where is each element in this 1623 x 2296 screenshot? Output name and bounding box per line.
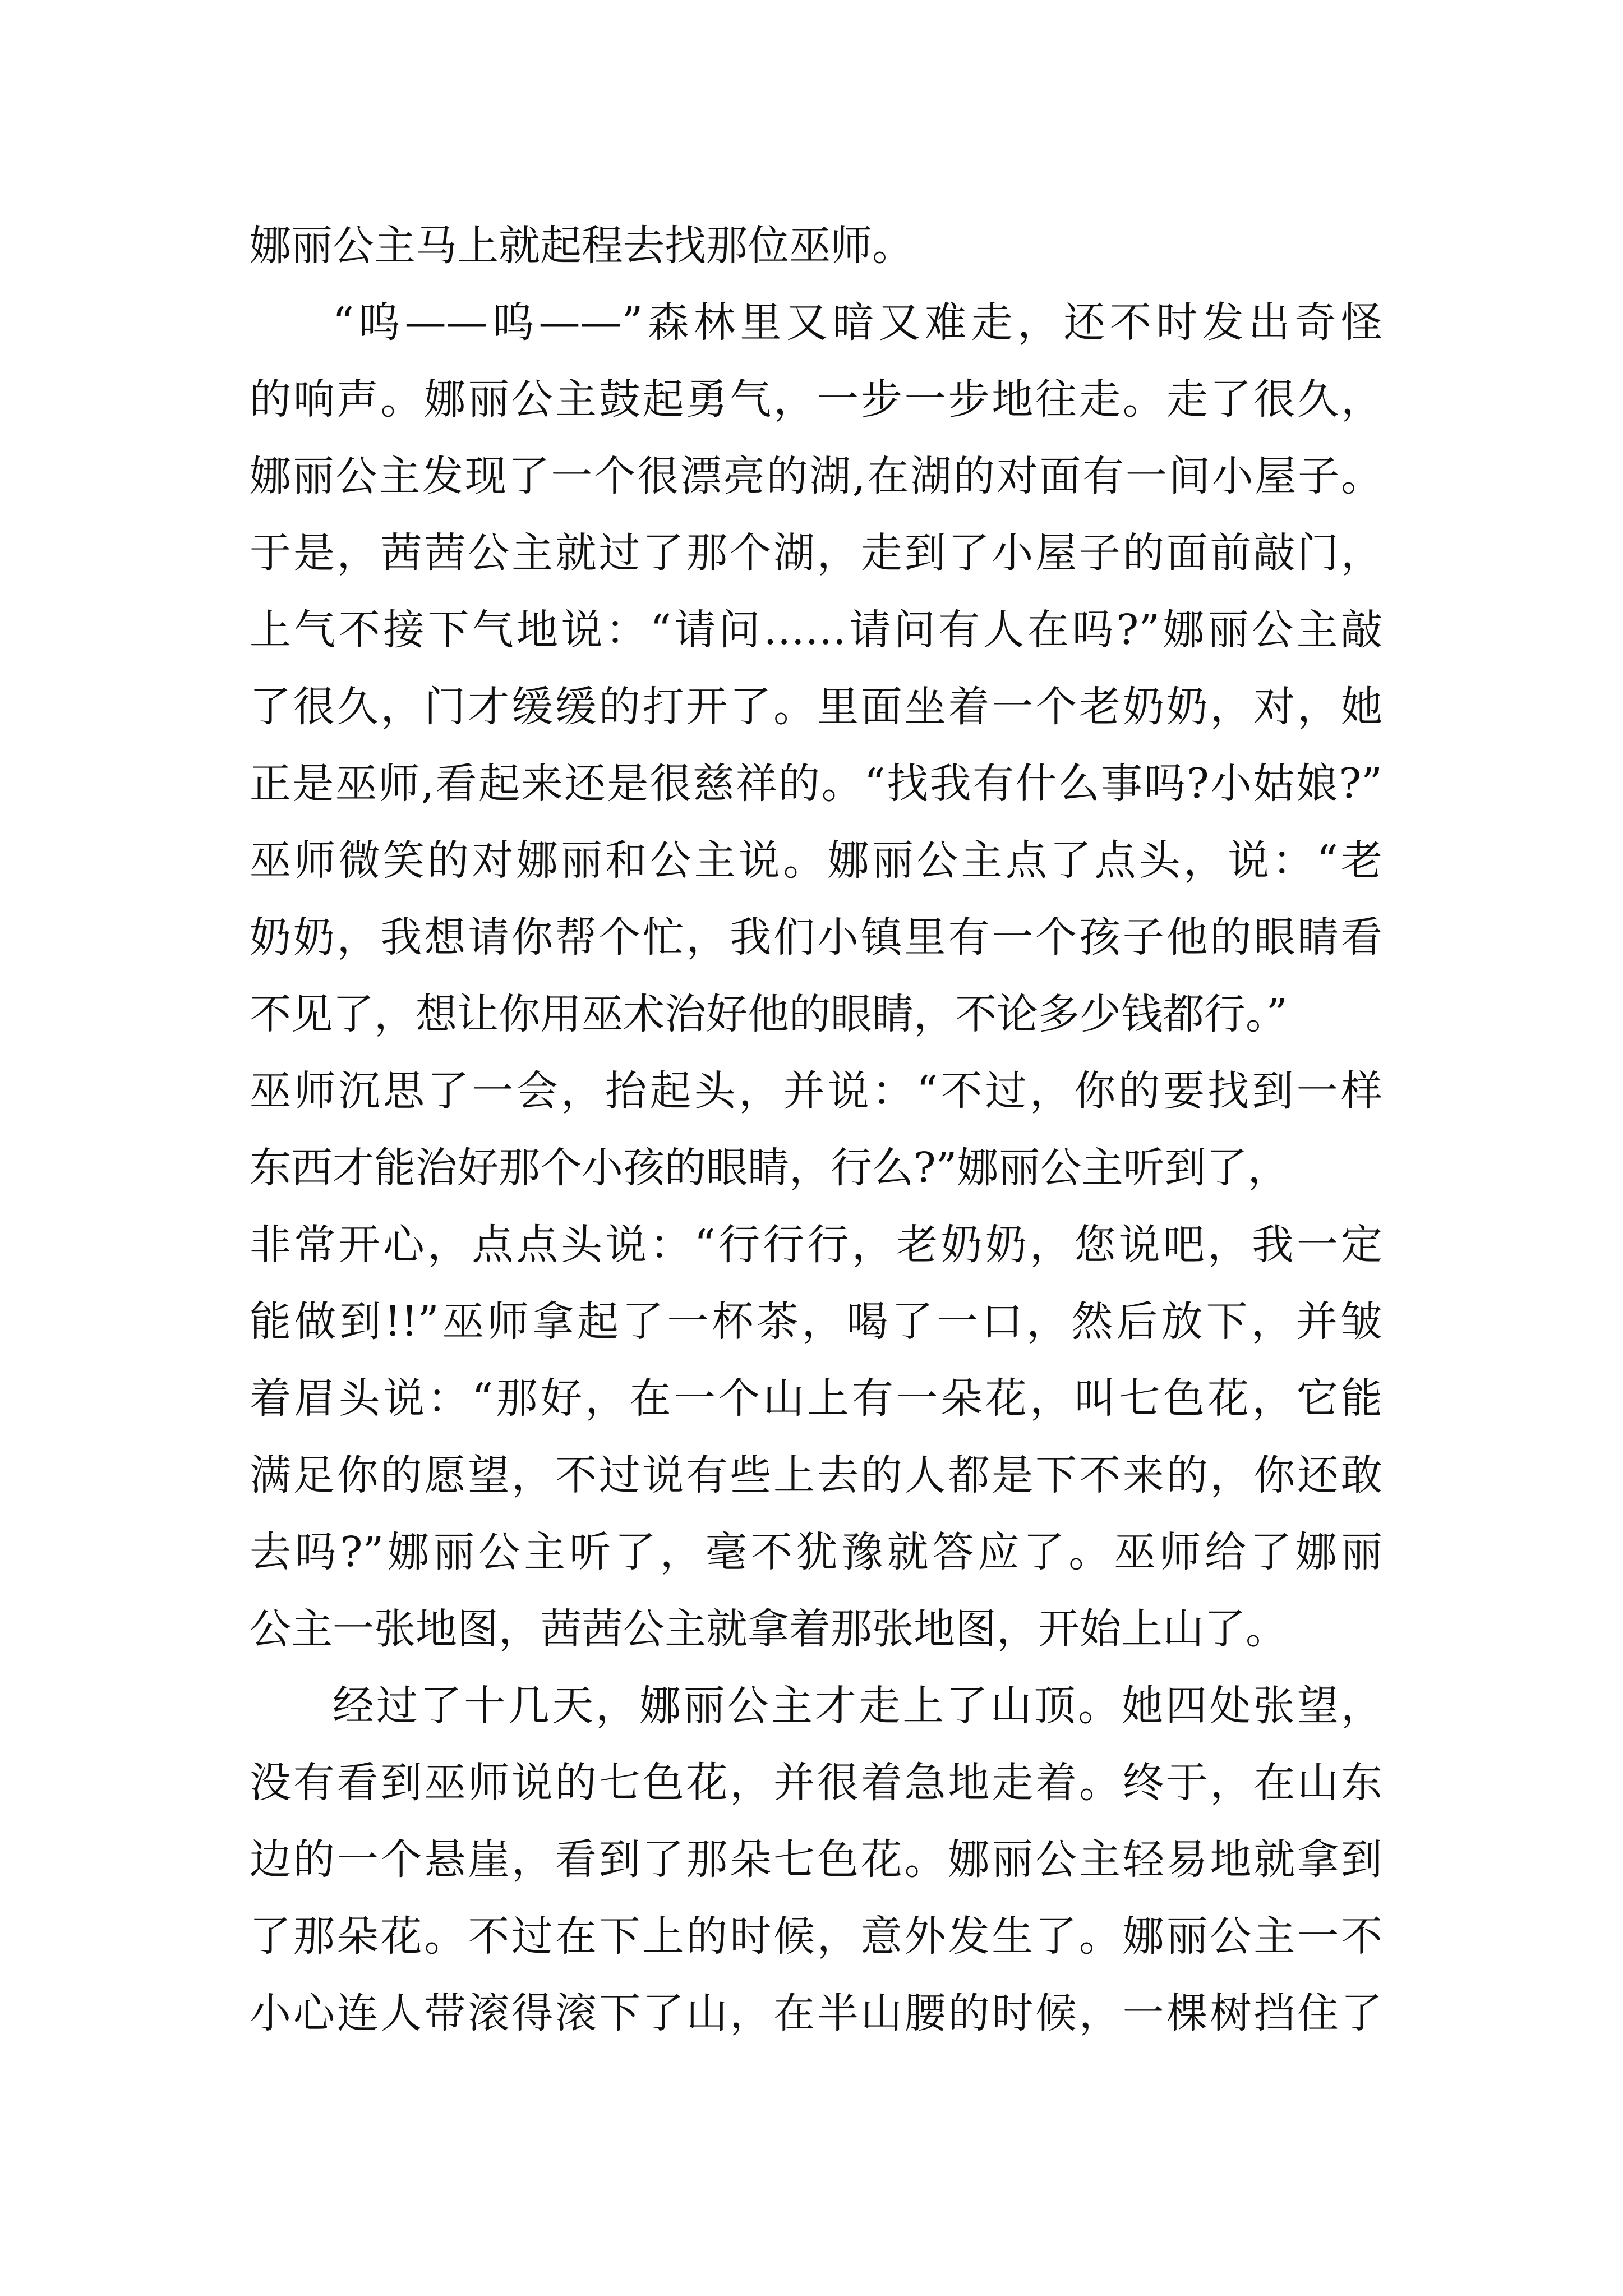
text-line: 巫师微笑的对娜丽和公主说。娜丽公主点了点头，说：“老: [250, 836, 1382, 885]
text-line: 于是，茜茜公主就过了那个湖，走到了小屋子的面前敲门，: [250, 529, 1382, 577]
story-text: [250, 208, 1382, 2052]
text-line: 小心连人带滚得滚下了山，在半山腰的时候，一棵树挡住了: [250, 1989, 1382, 2037]
text-line: 经过了十几天，娜丽公主才走上了山顶。她四处张望，: [333, 1682, 1382, 1730]
text-line: 边的一个悬崖，看到了那朵七色花。娜丽公主轻易地就拿到: [250, 1835, 1382, 1884]
text-line: 没有看到巫师说的七色花，并很着急地走着。终于，在山东: [250, 1759, 1382, 1807]
text-line: 能做到!!”巫师拿起了一杯茶，喝了一口，然后放下，并皱: [250, 1297, 1382, 1346]
text-line: 着眉头说：“那好，在一个山上有一朵花，叫七色花，它能: [250, 1374, 1382, 1423]
text-line: “呜——呜——”森林里又暗又难走，还不时发出奇怪: [333, 298, 1382, 347]
text-line: 了很久，门才缓缓的打开了。里面坐着一个老奶奶，对，她: [250, 683, 1382, 731]
text-line: 非常开心，点点头说：“行行行，老奶奶，您说吧，我一定: [250, 1221, 1382, 1269]
text-line: 娜丽公主马上就起程去找那位巫师。: [250, 222, 914, 270]
text-line: 满足你的愿望，不过说有些上去的人都是下不来的，你还敢: [250, 1451, 1382, 1499]
text-line: 娜丽公主发现了一个很漂亮的湖,在湖的对面有一间小屋子。: [250, 452, 1382, 500]
text-line: 了那朵花。不过在下上的时候，意外发生了。娜丽公主一不: [250, 1912, 1382, 1961]
text-line: 奶奶，我想请你帮个忙，我们小镇里有一个孩子他的眼睛看: [250, 913, 1382, 961]
text-line: 不见了，想让你用巫术治好他的眼睛，不论多少钱都行。”: [250, 990, 1288, 1038]
text-line: 的响声。娜丽公主鼓起勇气，一步一步地往走。走了很久，: [250, 375, 1382, 424]
text-line: 上气不接下气地说：“请问……请问有人在吗?”娜丽公主敲: [250, 606, 1382, 654]
text-line: 去吗?”娜丽公主听了，毫不犹豫就答应了。巫师给了娜丽: [250, 1528, 1382, 1576]
text-line: 正是巫师,看起来还是很慈祥的。“找我有什么事吗?小姑娘?”: [250, 760, 1382, 808]
text-line: 东西才能治好那个小孩的眼睛，行么?”娜丽公主听到了，: [250, 1144, 1289, 1192]
text-line: 公主一张地图，茜茜公主就拿着那张地图，开始上山了。: [250, 1605, 1287, 1653]
text-line: 巫师沉思了一会，抬起头，并说：“不过，你的要找到一样: [250, 1067, 1382, 1115]
